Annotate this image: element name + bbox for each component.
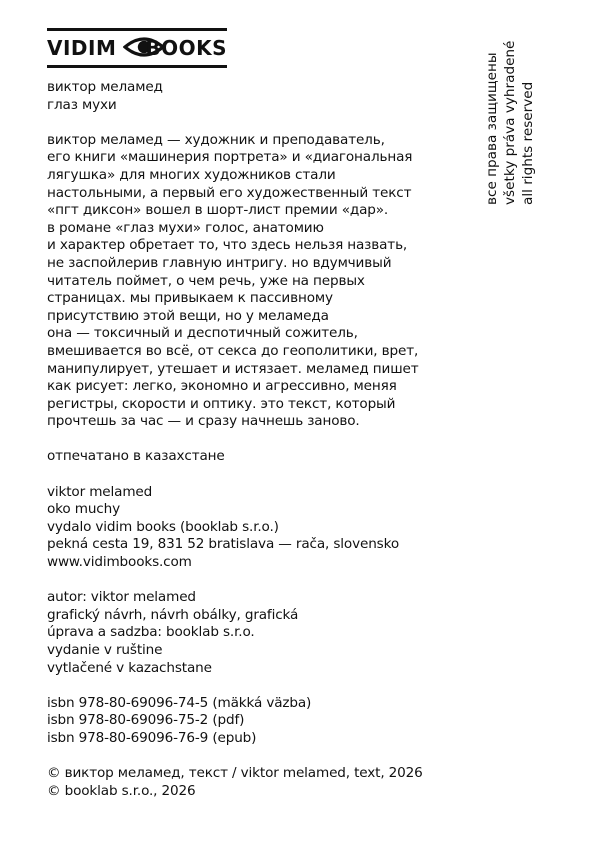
author-title-block bbox=[47, 79, 467, 114]
rights-notice-sk: všetky práva vyhradené bbox=[502, 40, 518, 205]
text-line: виктор меламед — художник и преподаватель, bbox=[47, 131, 385, 148]
text-line: вмешивается во всё, от секса до геополитики, врет, bbox=[47, 342, 419, 359]
text-line: © виктор меламед, текст / viktor melamed, text, 2026 bbox=[47, 765, 423, 782]
text-line: регистры, скорости и оптику. это текст, который bbox=[47, 395, 396, 412]
logo-word-left: VIDIM bbox=[47, 36, 117, 60]
text-line: она — токсичный и деспотичный сожитель, bbox=[47, 325, 358, 342]
rights-notice-ru: все права защищены bbox=[484, 52, 500, 205]
text-line: pekná cesta 19, 831 52 bratislava — rača, slovensko bbox=[47, 536, 400, 553]
imprint-text bbox=[47, 79, 467, 800]
text-line: oko muchy bbox=[47, 501, 120, 518]
text-line: isbn 978-80-69096-76-9 (epub) bbox=[47, 729, 257, 746]
text-line: манипулирует, утешает и истязает. меламед пишет bbox=[47, 360, 419, 377]
text-line: виктор меламед bbox=[47, 79, 163, 95]
isbn-block bbox=[47, 695, 467, 748]
text-line: isbn 978-80-69096-75-2 (pdf) bbox=[47, 712, 245, 729]
text-line: настольными, а первый его художественный текст bbox=[47, 184, 412, 201]
text-line: vydanie v ruštine bbox=[47, 642, 163, 658]
text-line: читатель поймет, о чем речь, уже на первых bbox=[47, 272, 365, 289]
logo-word-right: BOOKS bbox=[145, 36, 227, 60]
text-line: © booklab s.r.o., 2026 bbox=[47, 782, 196, 799]
rights-notice-en: all rights reserved bbox=[520, 81, 536, 205]
text-line: isbn 978-80-69096-74-5 (mäkká väzba) bbox=[47, 694, 312, 711]
text-line: «пгт диксон» вошел в шорт-лист премии «дар». bbox=[47, 202, 389, 219]
text-line: присутствию этой вещи, но у меламеда bbox=[47, 307, 329, 324]
text-line: отпечатано в казахстане bbox=[47, 448, 225, 465]
slovak-publication-block bbox=[47, 484, 467, 572]
text-line: autor: viktor melamed bbox=[47, 589, 196, 606]
text-line: viktor melamed bbox=[47, 483, 153, 500]
text-line: глаз мухи bbox=[47, 96, 117, 113]
printed-in-block bbox=[47, 448, 467, 466]
text-line: не заспойлерив главную интригу. но вдумчивый bbox=[47, 254, 392, 271]
text-line: страницах. мы привыкаем к пассивному bbox=[47, 290, 333, 307]
text-line: в романе «глаз мухи» голос, анатомию bbox=[47, 219, 324, 236]
annotation-block bbox=[47, 132, 467, 431]
text-line: прочтешь за час — и сразу начнешь заново. bbox=[47, 413, 360, 430]
copyright-block bbox=[47, 765, 467, 800]
logo-top-rule bbox=[47, 28, 227, 31]
text-line: www.vidimbooks.com bbox=[47, 554, 192, 571]
text-line: vytlačené v kazachstane bbox=[47, 659, 212, 676]
text-line: vydalo vidim books (booklab s.r.o.) bbox=[47, 518, 279, 535]
text-line: его книги «машинерия портрета» и «диагональная bbox=[47, 149, 413, 166]
text-line: grafický návrh, návrh obálky, grafická bbox=[47, 606, 299, 623]
logo-bottom-rule bbox=[47, 65, 227, 68]
text-line: úprava a sadzba: booklab s.r.o. bbox=[47, 624, 255, 641]
text-line: и характер обретает то, что здесь нельзя назвать, bbox=[47, 237, 408, 254]
text-line: лягушка» для многих художников стали bbox=[47, 166, 336, 183]
credits-block bbox=[47, 589, 467, 677]
publisher-logo bbox=[47, 28, 227, 70]
text-line: как рисует: легко, экономно и агрессивно, меняя bbox=[47, 378, 397, 395]
